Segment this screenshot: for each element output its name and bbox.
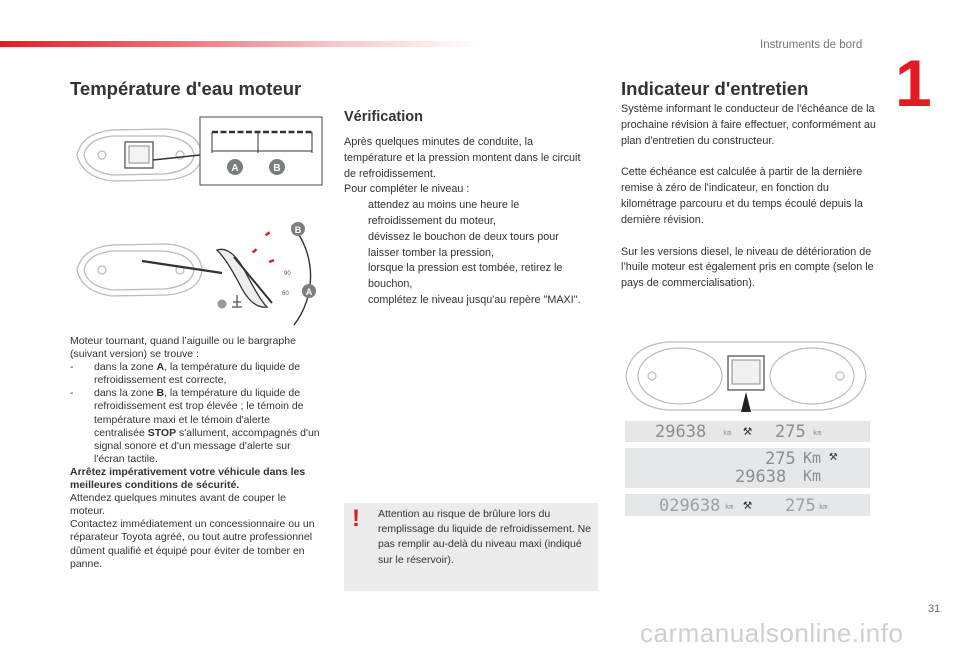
heading-service-indicator: Indicateur d'entretien (621, 78, 809, 99)
service-body (621, 102, 876, 292)
temperature-gauge-illustration (72, 115, 327, 330)
verification-lead: Pour compléter le niveau : (344, 183, 470, 196)
service-p1: Système informant le conducteur de l'échéance de la prochaine révision à faire effectuer, conformément au plan d'entretien du constructeur. (621, 103, 876, 147)
verification-intro: Après quelques minutes de conduite, la température et la pression montent dans le circuit de refroidissement. (344, 136, 581, 180)
service-display-3: 029638 km ⚒ 275 km (625, 494, 870, 516)
service-dashboard-illustration (622, 336, 870, 416)
wait-text: Attendez quelques minutes avant de couper le moteur. (70, 492, 286, 518)
verification-body (344, 135, 589, 309)
service-p3: Sur les versions diesel, le niveau de détérioration de l’huile moteur est également pris en compte (selon le pays de commercialisation). (621, 245, 874, 290)
list-item: attendez au moins une heure le refroidissement du moteur, (368, 199, 520, 227)
wrench-icon: ⚒ (829, 448, 838, 464)
service-display-2: 275 Km ⚒ 29638 Km (625, 448, 870, 488)
stop-vehicle-warning: Arrêtez impérativement votre véhicule dans les meilleures conditions de sécurité. (70, 465, 306, 492)
header-accent-bar (0, 41, 480, 47)
section-title: Instruments de bord (760, 39, 863, 51)
svg-text:60: 60 (282, 291, 289, 297)
list-item: complétez le niveau jusqu'au repère "MAXI". (368, 293, 581, 306)
chapter-number: 1 (895, 46, 932, 120)
svg-text:A: A (305, 287, 313, 297)
svg-text:B: B (294, 225, 302, 235)
zone-label-a: A (231, 163, 239, 174)
service-display-1: 29638 km ⚒ 275 km (625, 421, 870, 442)
heading-engine-temperature: Température d'eau moteur (70, 78, 302, 99)
svg-text:90: 90 (284, 271, 291, 277)
wrench-icon: ⚒ (743, 421, 753, 439)
watermark: carmanualsonline.info (640, 618, 904, 648)
heading-verification: Vérification (344, 109, 423, 125)
burn-warning-text: Attention au risque de brûlure lors du remplissage du liquide de refroidissement. Ne pas remplir au-delà du niveau maxi (indiqué sur le réservoir). (378, 508, 592, 566)
burn-warning-box (344, 503, 598, 591)
wrench-icon: ⚒ (743, 495, 753, 513)
zone-b-item: - dans la zone B, la température du liquide de refroidissement est trop élevée ; le témoin de température maxi et le témoin d'alerte centralisée STOP s'allument, accompagnés d'un signal sonore et d'un message d'alerte sur l'écran tactile. (70, 387, 320, 465)
service-p2: Cette échéance est calculée à partir de la dernière remise à zéro de l'indicateur, en fonction du kilométrage parcouru et du temps écoulé depuis la dernière révision. (621, 166, 863, 226)
warning-icon: ! (352, 505, 360, 532)
zone-a-item: - dans la zone A, la température du liquide de refroidissement est correcte, (70, 361, 301, 387)
contact-dealer-text: Contactez immédiatement un concessionnaire ou un réparateur Toyota agréé, ou tout autre professionnel dûment qualifié et équipé pour éviter de tomber en panne. (70, 518, 315, 570)
intro-text: Moteur tournant, quand l’aiguille ou le bargraphe (suivant version) se trouve : (70, 335, 296, 361)
list-item: lorsque la pression est tombée, retirez le bouchon, (368, 262, 563, 291)
page-number: 31 (928, 603, 941, 615)
list-item: dévissez le bouchon de deux tours pour laisser tomber la pression, (368, 230, 559, 259)
zone-label-b: B (273, 163, 281, 174)
left-body-text (70, 335, 322, 571)
